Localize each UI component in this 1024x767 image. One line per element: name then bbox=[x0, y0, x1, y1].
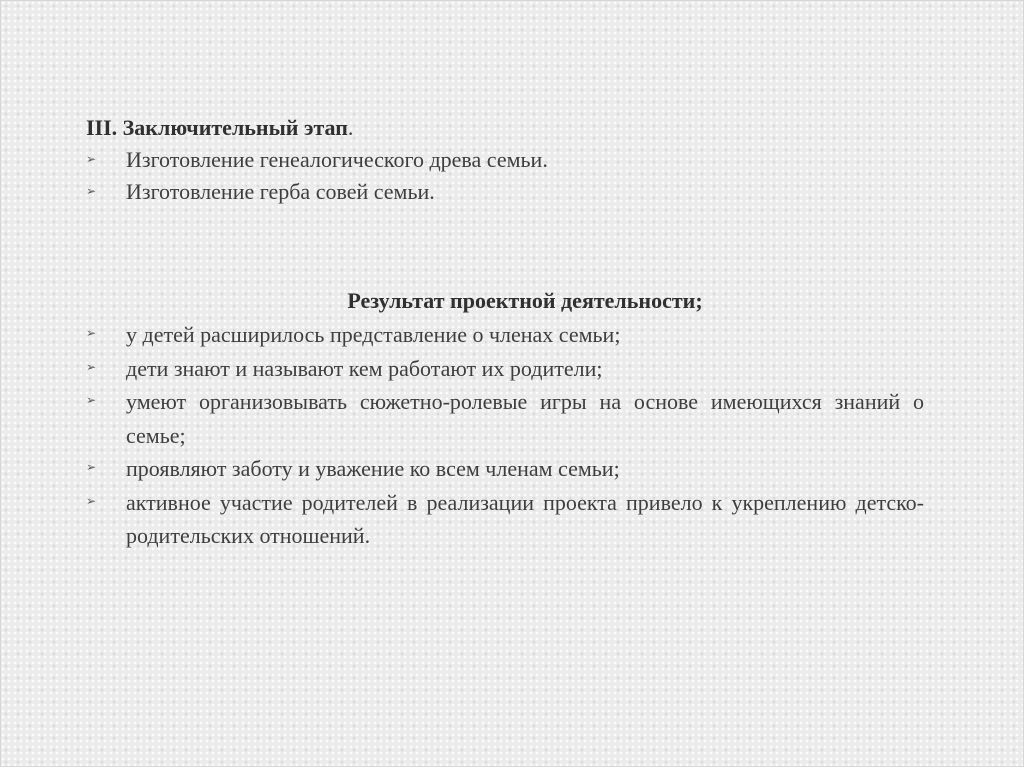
list-item-text: умеют организовывать сюжетно-ролевые игры на основе имеющихся знаний о семье; bbox=[126, 389, 924, 448]
list-item bbox=[86, 486, 924, 553]
arrow-bullet-icon: ➢ bbox=[86, 152, 97, 166]
list-item bbox=[86, 352, 924, 386]
arrow-bullet-icon: ➢ bbox=[86, 460, 97, 474]
list-item-text: активное участие родителей в реализации проекта привело к укреплению детско-родительских отношений. bbox=[126, 489, 924, 548]
stage-heading-bold: III. Заключительный этап bbox=[86, 115, 348, 140]
list-item-text: у детей расширилось представление о членах семьи; bbox=[126, 322, 621, 347]
list-item-text: Изготовление генеалогического древа семьи. bbox=[126, 147, 548, 172]
stage-heading bbox=[86, 112, 924, 144]
arrow-bullet-icon: ➢ bbox=[86, 359, 97, 374]
arrow-bullet-icon: ➢ bbox=[86, 326, 97, 340]
list-item-text: Изготовление герба совей семьи. bbox=[126, 179, 435, 204]
arrow-bullet-icon: ➢ bbox=[86, 493, 97, 508]
list-item bbox=[86, 176, 924, 208]
list-item bbox=[86, 385, 924, 452]
arrow-bullet-icon: ➢ bbox=[86, 393, 97, 407]
arrow-bullet-icon: ➢ bbox=[86, 184, 97, 198]
list-item-text: дети знают и называют кем работают их родители; bbox=[126, 355, 603, 381]
results-list bbox=[86, 318, 924, 553]
list-item bbox=[86, 318, 924, 352]
results-heading: Результат проектной деятельности; bbox=[347, 288, 703, 313]
list-item bbox=[86, 144, 924, 176]
list-item-text: проявляют заботу и уважение ко всем членам семьи; bbox=[126, 456, 620, 481]
stage-heading-suffix: . bbox=[347, 115, 354, 140]
slide-content bbox=[86, 112, 924, 553]
list-item bbox=[86, 452, 924, 486]
stage-list bbox=[86, 144, 924, 208]
